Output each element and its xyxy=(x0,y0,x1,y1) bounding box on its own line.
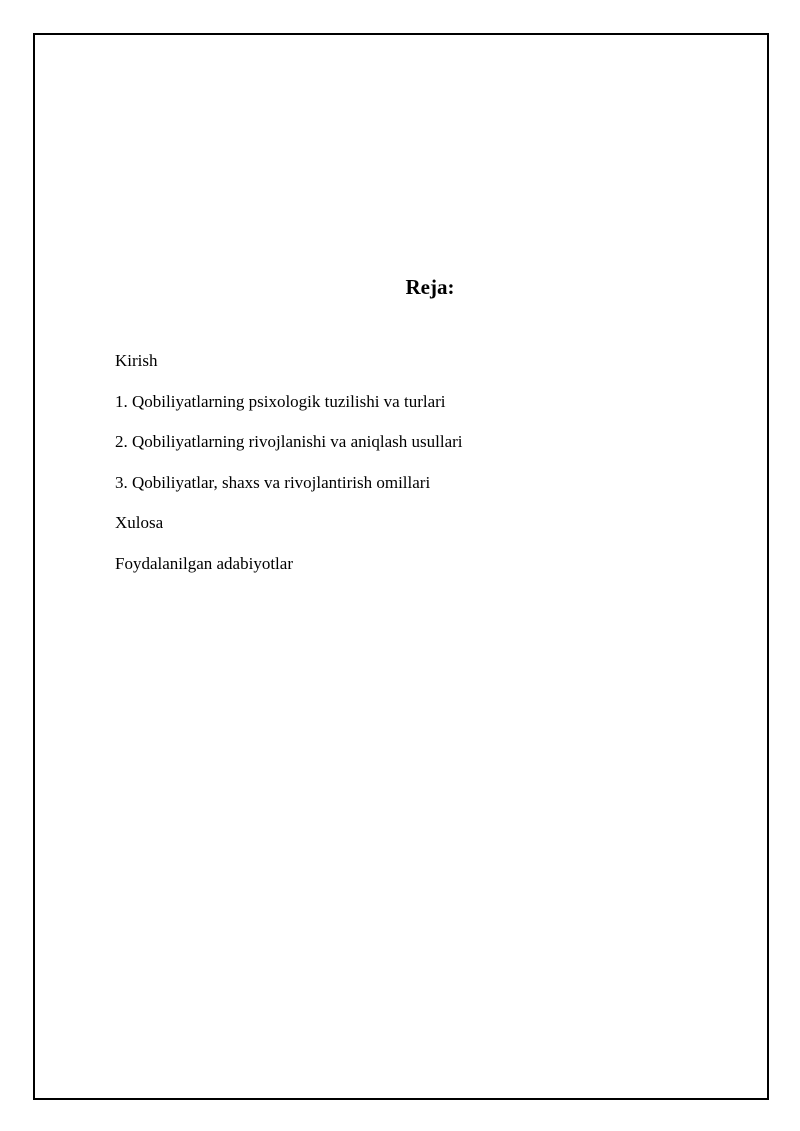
plan-item-conclusion: Xulosa xyxy=(115,513,164,533)
plan-item-references: Foydalanilgan adabiyotlar xyxy=(115,553,293,573)
plan-item-chapter-3: 3. Qobiliyatlar, shaxs va rivojlantirish omillari xyxy=(115,472,431,492)
plan-item-introduction: Kirish xyxy=(115,351,158,370)
plan-list xyxy=(115,351,463,595)
page-title: Reja: xyxy=(405,275,455,299)
plan-item-chapter-1: 1. Qobiliyatlarning psixologik tuzilishi va turlari xyxy=(115,391,446,411)
plan-item-chapter-2: 2. Qobiliyatlarning rivojlanishi va aniqlash usullari xyxy=(115,432,463,452)
